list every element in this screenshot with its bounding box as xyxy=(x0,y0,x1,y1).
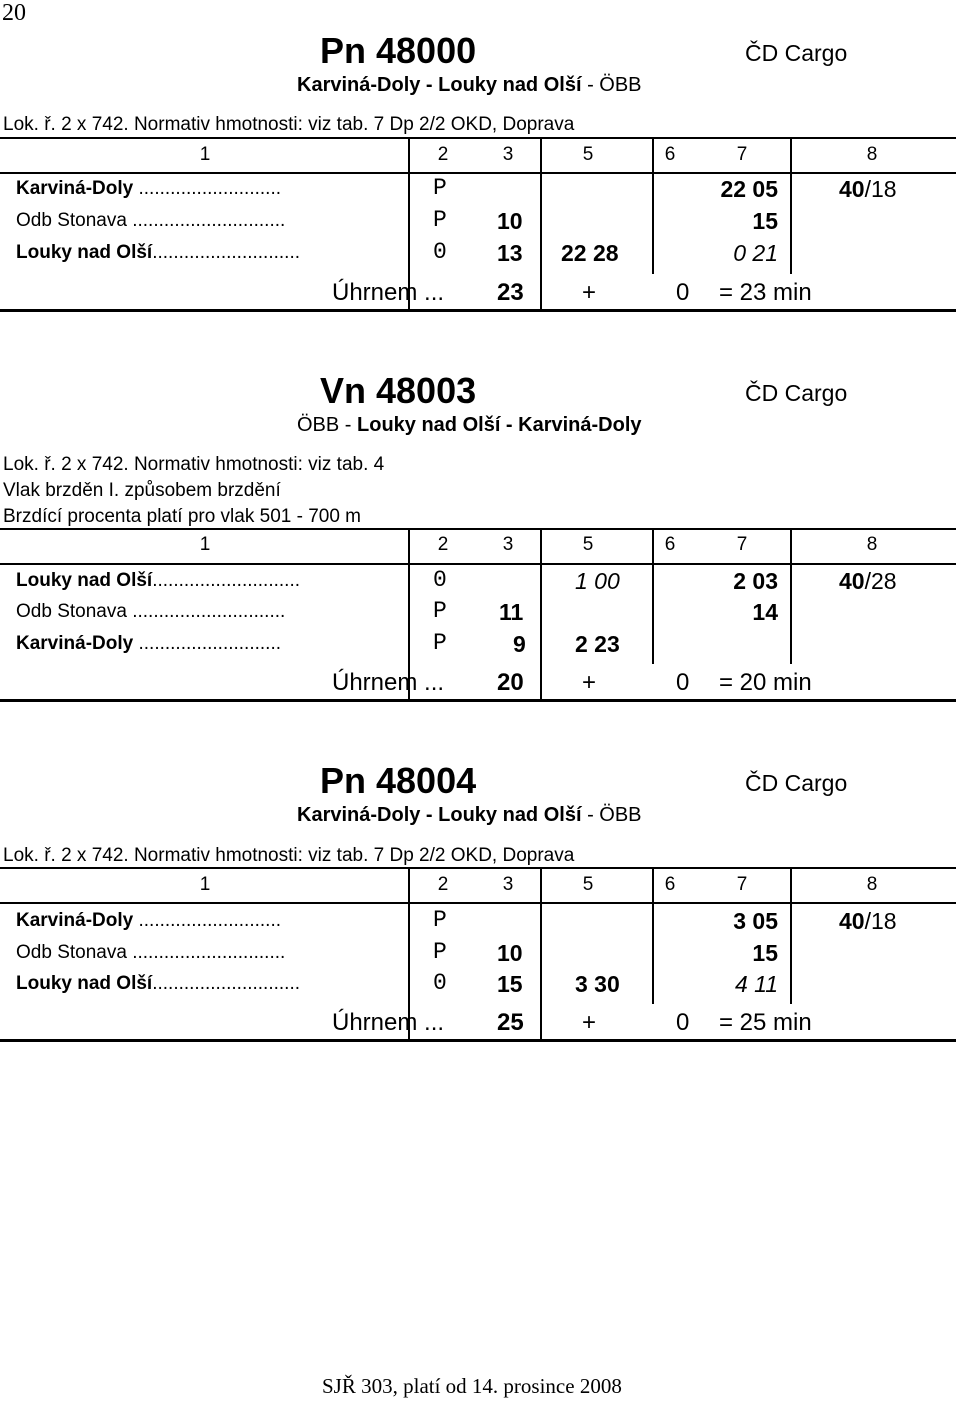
cell-col7: 3 05 xyxy=(733,908,778,934)
info-line: Lok. ř. 2 x 742. Normativ hmotnosti: viz tab. 7 Dp 2/2 OKD, Doprava xyxy=(3,845,575,866)
table-bottom-rule xyxy=(0,1039,956,1042)
cell-col7: 0 21 xyxy=(733,240,778,266)
sum-stop-time: 0 xyxy=(676,669,690,696)
sum-label: Úhrnem ... xyxy=(332,1009,445,1036)
route-label: ÖBB - Louky nad Olší - Karviná-Doly xyxy=(297,414,642,436)
carrier-label: ČD Cargo xyxy=(745,770,848,796)
cell-col2: P xyxy=(433,907,447,933)
train-section xyxy=(0,30,960,360)
header-rule xyxy=(0,563,956,565)
column-divider xyxy=(790,528,792,664)
column-header: 1 xyxy=(199,144,211,165)
station-row: Karviná-Doly ........................... xyxy=(16,633,282,654)
column-header: 7 xyxy=(736,144,748,165)
column-divider xyxy=(790,867,792,1004)
cell-col2: 0 xyxy=(433,970,447,996)
table-bottom-rule xyxy=(0,699,956,702)
column-header: 8 xyxy=(866,144,878,165)
table-top-rule xyxy=(0,867,956,869)
train-title: Vn 48003 xyxy=(320,370,477,411)
cell-col3: 9 xyxy=(513,631,526,657)
column-header: 6 xyxy=(664,534,676,555)
info-line: Vlak brzděn I. způsobem brzdění xyxy=(3,480,281,501)
cell-col7: 2 03 xyxy=(733,568,778,594)
cell-col5: 1 00 xyxy=(575,568,620,594)
column-header: 3 xyxy=(502,874,514,895)
sum-plus: + xyxy=(582,279,597,306)
cell-col2: P xyxy=(433,598,447,624)
cell-col3: 15 xyxy=(497,971,523,997)
sum-label: Úhrnem ... xyxy=(332,279,445,306)
header-rule xyxy=(0,902,956,904)
cell-col2: P xyxy=(433,630,447,656)
page-number: 20 xyxy=(2,0,26,26)
table-top-rule xyxy=(0,137,956,139)
cell-col2: P xyxy=(433,175,447,201)
column-header: 6 xyxy=(664,874,676,895)
cell-col7: 14 xyxy=(752,599,778,625)
column-header: 2 xyxy=(437,874,449,895)
cell-col3: 11 xyxy=(499,599,524,625)
train-title: Pn 48004 xyxy=(320,760,477,801)
page-footer: SJŘ 303, platí od 14. prosince 2008 xyxy=(322,1374,622,1398)
sum-plus: + xyxy=(582,1009,597,1036)
train-section xyxy=(0,370,960,710)
carrier-label: ČD Cargo xyxy=(745,380,848,406)
column-header: 8 xyxy=(866,874,878,895)
sum-run-time: 25 xyxy=(497,1009,524,1036)
sum-run-time: 23 xyxy=(497,279,524,306)
station-row: Karviná-Doly ........................... xyxy=(16,178,282,199)
column-header: 5 xyxy=(582,534,594,555)
train-section xyxy=(0,760,960,1090)
info-line: Lok. ř. 2 x 742. Normativ hmotnosti: viz tab. 7 Dp 2/2 OKD, Doprava xyxy=(3,114,575,135)
sum-result: = 25 min xyxy=(719,1009,812,1036)
cell-col7: 22 05 xyxy=(720,176,778,202)
table-bottom-rule xyxy=(0,309,956,312)
sum-stop-time: 0 xyxy=(676,1009,690,1036)
column-header: 2 xyxy=(437,144,449,165)
table-top-rule xyxy=(0,528,956,530)
cell-col8: 40/18 xyxy=(839,908,897,934)
header-rule xyxy=(0,172,956,174)
cell-col3: 10 xyxy=(497,940,523,966)
cell-col3: 10 xyxy=(497,208,523,234)
cell-col8: 40/18 xyxy=(839,176,897,202)
column-divider xyxy=(540,528,542,699)
column-header: 3 xyxy=(502,144,514,165)
column-header: 7 xyxy=(736,534,748,555)
station-row: Louky nad Olší............................ xyxy=(16,570,301,591)
route-label: Karviná-Doly - Louky nad Olší - ÖBB xyxy=(297,74,642,96)
column-header: 2 xyxy=(437,534,449,555)
cell-col2: 0 xyxy=(433,239,447,265)
cell-col2: 0 xyxy=(433,567,447,593)
sum-stop-time: 0 xyxy=(676,279,690,306)
column-header: 7 xyxy=(736,874,748,895)
cell-col3: 13 xyxy=(497,240,523,266)
info-line: Lok. ř. 2 x 742. Normativ hmotnosti: viz tab. 4 xyxy=(3,454,385,475)
cell-col7: 15 xyxy=(752,940,778,966)
cell-col2: P xyxy=(433,207,447,233)
sum-plus: + xyxy=(582,669,597,696)
cell-col8: 40/28 xyxy=(839,568,897,594)
column-header: 8 xyxy=(866,534,878,555)
station-row: Louky nad Olší............................ xyxy=(16,242,301,263)
route-label: Karviná-Doly - Louky nad Olší - ÖBB xyxy=(297,804,642,826)
carrier-label: ČD Cargo xyxy=(745,40,848,66)
column-header: 1 xyxy=(199,874,211,895)
cell-col5: 3 30 xyxy=(575,971,620,997)
column-header: 5 xyxy=(582,144,594,165)
sum-result: = 23 min xyxy=(719,279,812,306)
cell-col5: 2 23 xyxy=(575,631,620,657)
station-row: Odb Stonava ............................. xyxy=(16,601,286,622)
sum-label: Úhrnem ... xyxy=(332,669,445,696)
cell-col2: P xyxy=(433,939,447,965)
info-line: Brzdící procenta platí pro vlak 501 - 700 m xyxy=(3,506,362,527)
station-row: Odb Stonava ............................. xyxy=(16,210,286,231)
cell-col7: 4 11 xyxy=(734,971,778,997)
column-header: 5 xyxy=(582,874,594,895)
sum-run-time: 20 xyxy=(497,669,524,696)
cell-col7: 15 xyxy=(752,208,778,234)
column-header: 1 xyxy=(199,534,211,555)
train-title: Pn 48000 xyxy=(320,30,477,71)
station-row: Odb Stonava ............................. xyxy=(16,942,286,963)
column-header: 6 xyxy=(664,144,676,165)
sum-result: = 20 min xyxy=(719,669,812,696)
column-divider xyxy=(540,137,542,309)
column-divider xyxy=(790,137,792,274)
column-divider xyxy=(540,867,542,1039)
station-row: Louky nad Olší............................ xyxy=(16,973,301,994)
station-row: Karviná-Doly ........................... xyxy=(16,910,282,931)
cell-col5: 22 28 xyxy=(561,240,619,266)
column-header: 3 xyxy=(502,534,514,555)
